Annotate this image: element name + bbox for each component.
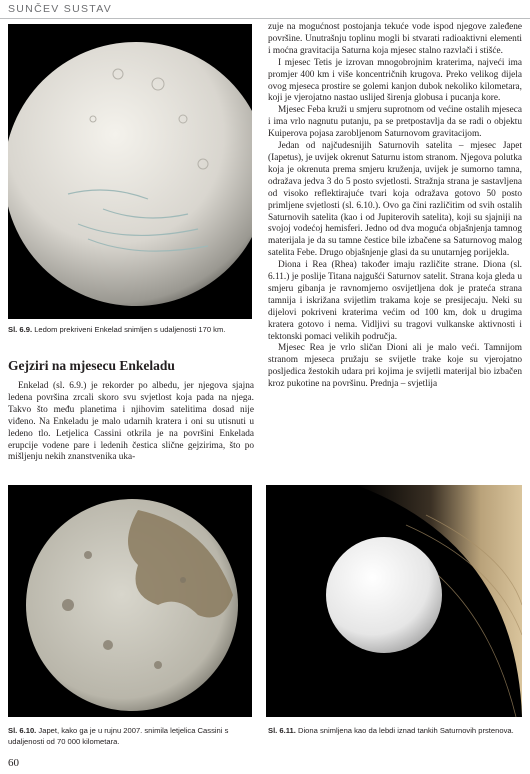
caption-text: Ledom prekriveni Enkelad snimljen s udaljenosti 170 km. xyxy=(34,325,226,334)
dione-image xyxy=(266,485,522,717)
paragraph: Mjesec Feba kruži u smjeru suprotnom od većine ostalih mjeseca i ima vrlo nagnutu putanju, pa se pretpostavlja da se radi o objektu Kuiperova pojasa zarobljenom Saturnovom gravitacijom. xyxy=(268,105,522,140)
right-column xyxy=(268,22,522,391)
figure-enceladus xyxy=(8,24,252,319)
caption-figure-6-11 xyxy=(268,726,522,737)
paragraph: zuje na mogućnost postojanja tekuće vode ispod njegove zaleđene površine. Unutrašnju toplinu mogli bi stvarati radioaktivni elementi i moćna gravitacija Saturna koja mjesec stalno razvlači i stišće. xyxy=(268,22,522,56)
figure-number: Sl. 6.10. xyxy=(8,726,37,735)
caption-text: Japet, kako ga je u rujnu 2007. snimila letjelica Cassini s udaljenosti od 70 000 kilometara. xyxy=(8,726,229,746)
caption-text: Diona snimljena kao da lebdi iznad tankih Saturnovih prstenova. xyxy=(298,726,514,735)
paragraph: Diona i Rea (Rhea) također imaju različite strane. Diona (sl. 6.11.) je poslije Titana najgušći Saturnov satelit. Strana koja gleda u smjeru gibanja je ravnomjerno osvijetljena dok je prateća strana tamnija i iskrižana svijetlim trakama koje se presijecaju. Neki su dijelovi pokriveni kraterima većim od 100 km, dok u drugima kratera gotovo i nema. Vidljivi su tragovi vulkanske aktivnosti i tektonski pomaci velikih područja. xyxy=(268,260,522,342)
page-number: 60 xyxy=(8,757,19,769)
paragraph: Mjesec Rea je vrlo sličan Dioni ali je malo veći. Tamnijom stranom mjeseca pružaju se svijetle trake koje su vjerojatno posljedica žestokih udara pri kojima je svijetli materijal bio izbačen kroz pukotine na površinu. Prednja – svjetlija xyxy=(268,343,522,390)
caption-figure-6-10 xyxy=(8,726,258,747)
figure-number: Sl. 6.11. xyxy=(268,726,296,735)
figure-number: Sl. 6.9. xyxy=(8,325,33,334)
section-title: Gejziri na mjesecu Enkeladu xyxy=(8,358,175,373)
figure-dione xyxy=(266,485,522,717)
caption-figure-6-9 xyxy=(8,325,258,336)
paragraph: Jedan od najčudesnijih Saturnovih satelita – mjesec Japet (Iapetus), je uvijek okrenut Saturnu istom stranom. Njegova polutka koja je okrenuta prema smjeru kruženja, uvijek je sumorno tamna, odražava jedva 3 do 5 posto svjetlosti. Stražnja strana je sastavljena od visoko reflektirajuće tvari koja odražava gotovo 50 posto primljene svjetlosti (sl. 6.10.). Ovo ga čini različitim od svih ostalih Saturnovih satelita (kao i od Jupiterovih satelita), koji su sjajniji na svojoj vodećoj hemisferi. Jedno od dva moguća objašnjenja tamnog materijala je da su tamne čestice bile izbačene sa Saturnovog malog satelita Febe. Drugo objašnjenje glasi da su unutarnjeg porijekla. xyxy=(268,141,522,259)
enceladus-image xyxy=(8,24,252,319)
header-rule xyxy=(0,18,530,19)
paragraph: I mjesec Tetis je izrovan mnogobrojnim kraterima, najveći ima promjer 400 km i više koncentričnih krugova. Preko velikog dijela ovog mjeseca prostire se golemi kanjon dubok nekoliko kilometara, koji je vjerojatno nastao uslijed širenja globusa i pucanja kore. xyxy=(268,57,522,104)
figure-iapetus xyxy=(8,485,252,717)
left-column xyxy=(8,381,254,464)
running-header: SUNČEV SUSTAV xyxy=(8,3,113,15)
paragraph: Enkelad (sl. 6.9.) je rekorder po albedu, jer njegova sjajna ledena površina zrcali skoro svu svjetlost koja pada na njega. Takvo što među planetima i njihovim satelitima dosad nije viđeno. Na Enkeladu je malo udarnih kratera i oni su utisnuti u ledeno tlo. Letjelica Cassini otkrila je na površini Enkelada erupcije vodene pare i ledenih čestica slične gejzirima, što po mišljenju nekih znanstvenika uka- xyxy=(8,381,254,463)
iapetus-image xyxy=(8,485,252,717)
